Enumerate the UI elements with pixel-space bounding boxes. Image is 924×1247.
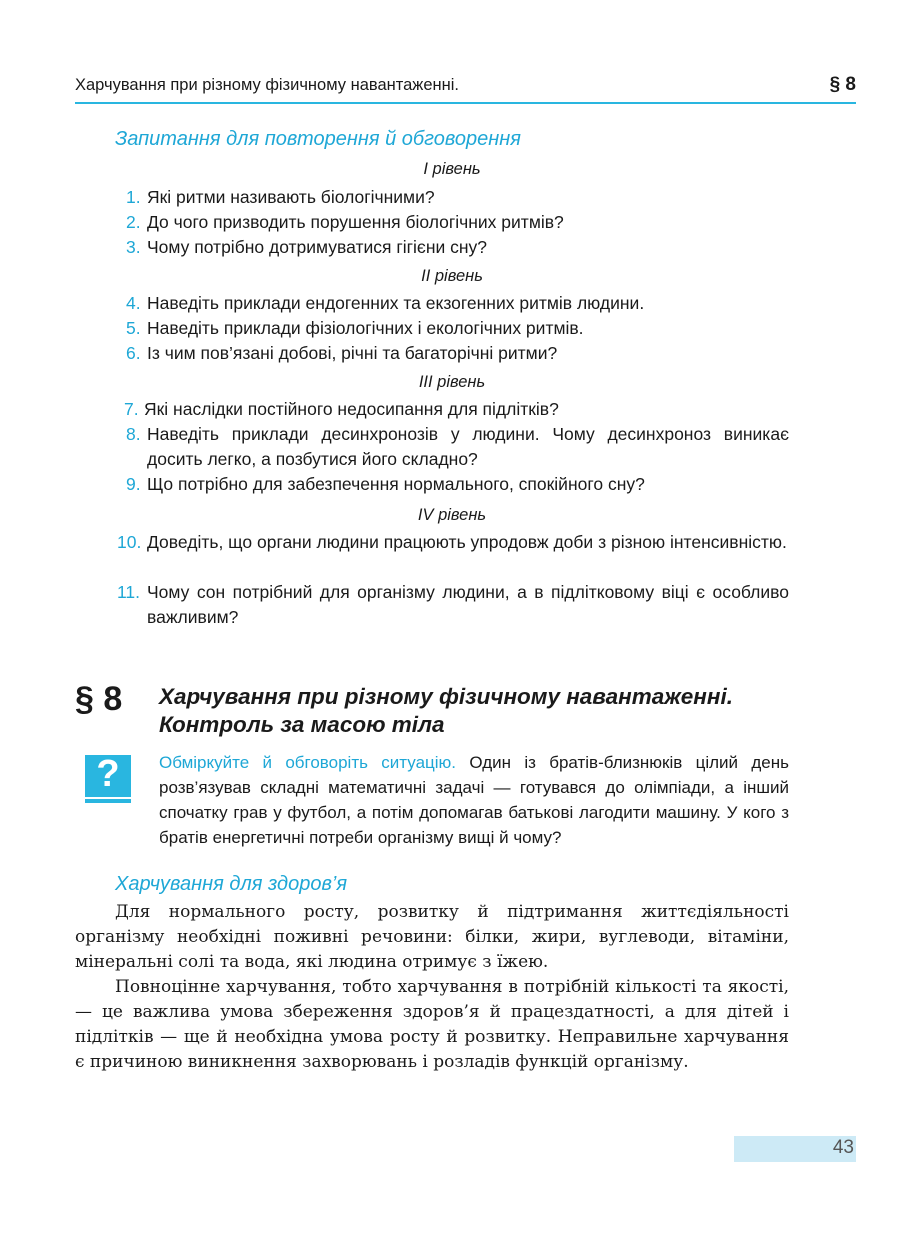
level-label-4: ІV рівень [417,506,487,524]
question-mark-underline [85,799,131,803]
question-item [115,341,789,366]
body-paragraph: Повноцінне харчування, тобто харчування в потрібній кількості та якості,— це важлива умова збереження здоров’я й працездатності, а для дітей і підлітків — ще й необхідна умова росту й розвитку. Неправильне харчування є причиною виникнення захворювань і розладів функцій організму. [75,977,789,1072]
question-text: Доведіть, що органи людини працюють упродовж доби з різною інтенсивністю. [147,532,787,552]
question-number: 1. [126,187,141,207]
situation-text [159,750,789,850]
question-number: 6. [126,343,141,363]
question-item [115,472,789,497]
question-number: 8. [126,424,141,444]
question-item [115,316,789,341]
question-text: Чому потрібно дотримуватися гігієни сну? [147,237,488,257]
question-item [115,580,789,630]
question-text: Із чим пов’язані добові, річні та багаторічні ритми? [147,343,558,363]
level-label-1: І рівень [423,160,481,178]
question-text: Які наслідки постійного недосипання для підлітків? [144,399,559,419]
section-title: Харчування при різному фізичному навантаженні. Контроль за масою тіла [159,684,733,737]
question-item [115,210,789,235]
question-item [115,530,789,555]
running-header [75,74,856,104]
question-number: 2. [126,212,141,232]
subsection-heading: Харчування для здоров’я [115,873,348,895]
question-item [115,397,789,422]
question-item [115,291,789,316]
body-paragraph: Для нормального росту, розвитку й підтримання життєдіяльності організму необхідні поживні речовини: білки, жири, вуглеводи, вітаміни, мінеральні солі та вода, які людина отримує з їжею. [75,902,789,972]
question-number: 11. [117,582,141,602]
questions-heading: Запитання для повторення й обговорення [115,128,521,150]
question-text: Наведіть приклади фізіологічних і екологічних ритмів. [147,318,584,338]
section-number: § 8 [75,680,123,718]
level-label-3: ІІІ рівень [418,373,486,391]
question-text: Які ритми називають біологічними? [147,187,435,207]
question-text: Наведіть приклади ендогенних та екзогенних ритмів людини. [147,293,645,313]
question-number: 4. [126,293,141,313]
running-title: Харчування при різному фізичному навантаженні. [75,76,459,94]
question-mark-icon [85,755,131,797]
question-number: 9. [126,474,141,494]
question-item [115,185,789,210]
question-item [115,235,789,260]
question-number: 5. [126,318,141,338]
question-number: 7. [124,399,139,419]
question-number: 3. [126,237,141,257]
level-label-2: ІІ рівень [421,267,483,285]
situation-lead: Обміркуйте й обговоріть ситуацію. [159,753,457,772]
question-text: Наведіть приклади десинхронозів у людини. Чому десинхроноз виникає досить легко, а позбутися його складно? [147,424,789,469]
question-text: Чому сон потрібний для організму людини, а в підлітковому віці є особливо важливим? [147,582,789,627]
situation-body: Один із братів-близнюків цілий день розв’язував складні математичні задачі — готувався до олімпіади, а інший спочатку грав у футбол, а потім допомагав батькові лагодити машину. У кого з братів енергетичні потреби організму вищі й чому? [159,753,789,847]
question-number: 10. [117,532,142,552]
running-section-mark: § 8 [829,74,856,95]
question-mark-glyph: ? [96,753,120,795]
question-item [115,422,789,472]
question-text: Що потрібно для забезпечення нормального, спокійного сну? [147,474,645,494]
page-number: 43 [832,1137,854,1158]
question-text: До чого призводить порушення біологічних ритмів? [147,212,564,232]
